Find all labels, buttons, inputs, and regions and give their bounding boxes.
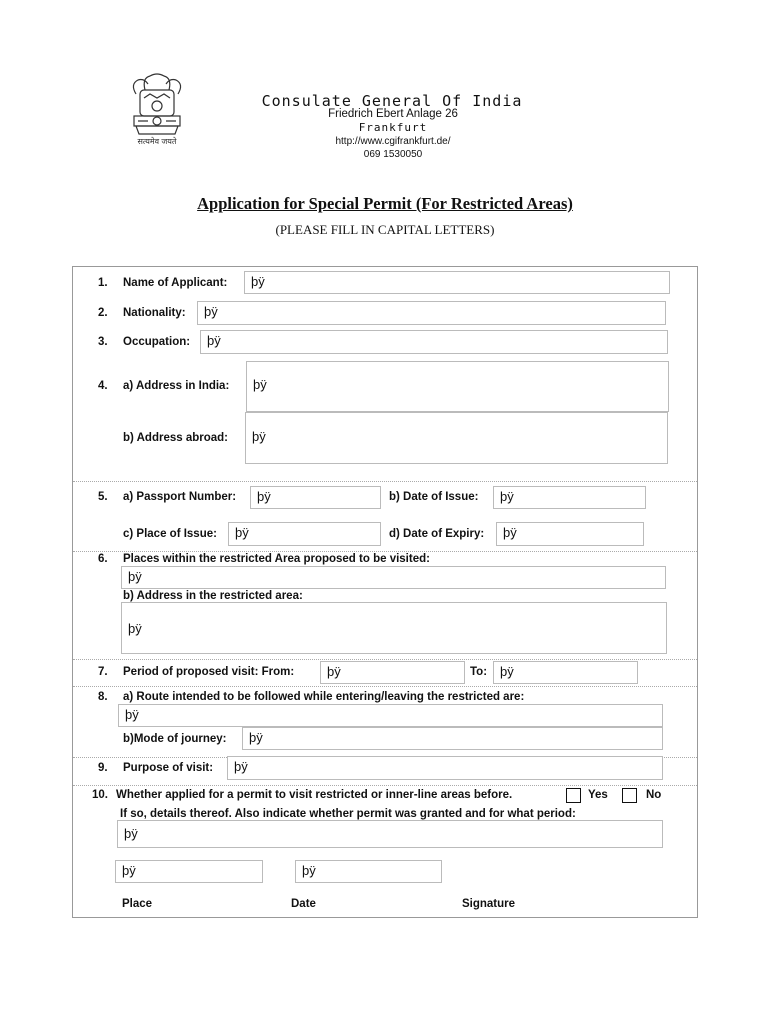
- no-checkbox[interactable]: [622, 788, 637, 803]
- consulate-name: Consulate General Of India: [261, 92, 523, 110]
- period-from-field[interactable]: þÿ: [320, 661, 465, 684]
- name-label: Name of Applicant:: [123, 277, 228, 289]
- item-number: 4.: [98, 380, 108, 392]
- item-number: 6.: [98, 553, 108, 565]
- nationality-field[interactable]: þÿ: [197, 301, 666, 325]
- consulate-street: Friedrich Ebert Anlage 26: [328, 108, 458, 120]
- item-number: 3.: [98, 336, 108, 348]
- date-of-issue-label: b) Date of Issue:: [389, 491, 479, 503]
- place-label: Place: [122, 898, 153, 910]
- purpose-field[interactable]: þÿ: [227, 756, 663, 780]
- section-divider: [73, 551, 697, 552]
- section-divider: [73, 785, 697, 786]
- route-field[interactable]: þÿ: [118, 704, 663, 727]
- item-number: 10.: [92, 789, 108, 801]
- address-abroad-field[interactable]: þÿ: [245, 412, 668, 464]
- section-divider: [73, 481, 697, 482]
- address-abroad-label: b) Address abroad:: [123, 432, 229, 444]
- date-of-expiry-field[interactable]: þÿ: [496, 522, 644, 546]
- yes-label: Yes: [588, 789, 608, 801]
- item-number: 5.: [98, 491, 108, 503]
- name-field[interactable]: þÿ: [244, 271, 670, 294]
- date-field[interactable]: þÿ: [295, 860, 442, 883]
- no-label: No: [646, 789, 662, 801]
- occupation-field[interactable]: þÿ: [200, 330, 668, 354]
- passport-number-label: a) Passport Number:: [123, 491, 237, 503]
- period-to-field[interactable]: þÿ: [493, 661, 638, 684]
- details-field[interactable]: þÿ: [117, 820, 663, 848]
- details-label: If so, details thereof. Also indicate whether permit was granted and for what period:: [120, 808, 576, 820]
- period-to-label: To:: [470, 666, 488, 678]
- item-number: 1.: [98, 277, 108, 289]
- date-of-issue-field[interactable]: þÿ: [493, 486, 646, 509]
- places-label: Places within the restricted Area proposed to be visited:: [123, 553, 430, 565]
- item-number: 2.: [98, 307, 108, 319]
- section-divider: [73, 659, 697, 660]
- place-of-issue-field[interactable]: þÿ: [228, 522, 381, 546]
- passport-number-field[interactable]: þÿ: [250, 486, 381, 509]
- signature-label: Signature: [462, 898, 516, 910]
- address-restricted-label: b) Address in the restricted area:: [123, 590, 303, 602]
- address-india-label: a) Address in India:: [123, 380, 230, 392]
- route-label: a) Route intended to be followed while entering/leaving the restricted are:: [123, 691, 525, 703]
- place-field[interactable]: þÿ: [115, 860, 263, 883]
- consulate-phone: 069 1530050: [363, 149, 423, 160]
- yes-checkbox[interactable]: [566, 788, 581, 803]
- item-number: 7.: [98, 666, 108, 678]
- place-of-issue-label: c) Place of Issue:: [123, 528, 217, 540]
- period-from-label: Period of proposed visit: From:: [123, 666, 295, 678]
- nationality-label: Nationality:: [123, 307, 186, 319]
- date-label: Date: [291, 898, 316, 910]
- item-number: 8.: [98, 691, 108, 703]
- occupation-label: Occupation:: [123, 336, 191, 348]
- places-field[interactable]: þÿ: [121, 566, 666, 589]
- address-india-field[interactable]: þÿ: [246, 361, 669, 412]
- mode-of-journey-label: b)Mode of journey:: [123, 733, 227, 745]
- consulate-city: Frankfurt: [358, 121, 428, 134]
- mode-of-journey-field[interactable]: þÿ: [242, 727, 663, 750]
- purpose-label: Purpose of visit:: [123, 762, 214, 774]
- emblem-motto: सत्यमेव जयते: [137, 137, 177, 146]
- form-title: Application for Special Permit (For Restricted Areas): [197, 194, 573, 213]
- form-subtitle: (PLEASE FILL IN CAPITAL LETTERS): [275, 222, 495, 237]
- applied-before-label: Whether applied for a permit to visit restricted or inner-line areas before.: [116, 789, 513, 801]
- item-number: 9.: [98, 762, 108, 774]
- consulate-url: http://www.cgifrankfurt.de/: [335, 136, 451, 147]
- section-divider: [73, 686, 697, 687]
- address-restricted-field[interactable]: þÿ: [121, 602, 667, 654]
- date-of-expiry-label: d) Date of Expiry:: [389, 528, 485, 540]
